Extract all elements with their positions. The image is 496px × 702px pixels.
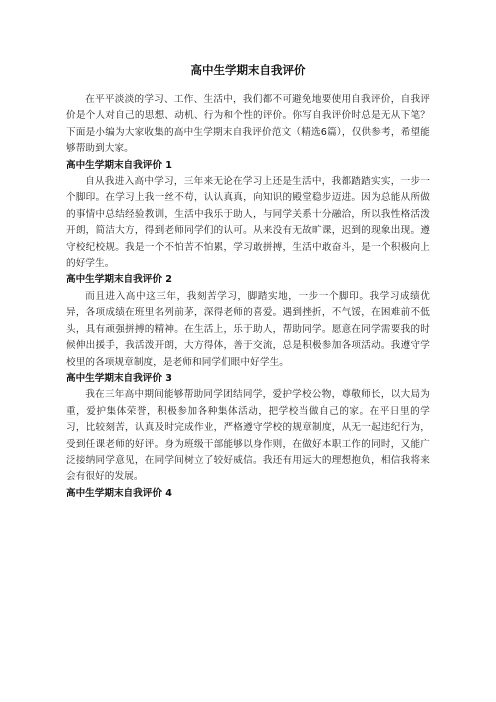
section-heading: 高中生学期末自我评价 1: [66, 159, 172, 171]
section-3: [66, 371, 430, 486]
section-1: [66, 158, 430, 273]
document-title: 高中生学期末自我评价: [190, 63, 306, 77]
section-heading: 高中生学期末自我评价 2: [66, 274, 172, 286]
section-2: [66, 272, 430, 370]
section-body: 我在三年高中期间能够帮助同学团结同学，爱护学校公物，尊敬师长，以大局为重，爱护集体荣誉，积极参加各种集体活动，把学校当做自己的家。在平日里的学习，比较刻苦，认真及时完成作业，严格遵守学校的规章制度，从无一起违纪行为，受到任课老师的好评。身为班级干部能够以身作则，在做好本职工作的同时，又能广泛接纳同学意见，在同学间树立了较好威信。我还有用远大的理想抱负，相信我将来会有很好的发展。: [66, 389, 430, 483]
intro-paragraph: 在平平淡淡的学习、工作、生活中，我们都不可避免地要使用自我评价，自我评价是个人对自己的思想、动机、行为和个性的评价。你写自我评价时总是无从下笔？下面是小编为大家收集的高中生学期末自我评价范文（精选6篇），仅供参考，希望能够帮助到大家。: [66, 94, 430, 155]
section-heading: 高中生学期末自我评价 3: [66, 372, 172, 384]
section-body: 自从我进入高中学习，三年来无论在学习上还是生活中，我都踏踏实实，一步一个脚印。在学习上我一丝不苟，认认真真，向知识的殿堂稳步迈进。因为总能从所做的事情中总结经验教训，生活中我乐于助人，与同学关系十分融洽，所以我性格活泼开朗，简洁大方，得到老师同学们的认可。从来没有无故旷课，迟到的现象出现。遵守校纪校规。我是一个不怕苦不怕累，学习敢拼搏，生活中敢奋斗，是一个积极向上的好学生。: [66, 176, 430, 270]
section-body: 而且进入高中这三年，我刻苦学习，脚踏实地，一步一个脚印。我学习成绩优异，各项成绩在班里名列前茅，深得老师的喜爱。遇到挫折，不气馁，在困难前不低头，具有顽强拼搏的精神。在生活上，乐于助人，帮助同学。愿意在同学需要我的时候伸出援手，我活泼开朗，大方得体，善于交流，总是积极参加各项活动。我遵守学校里的各项规章制度，是老师和同学们眼中好学生。: [66, 290, 430, 368]
section-heading: 高中生学期末自我评价 4: [66, 487, 172, 499]
section-4: [66, 486, 430, 502]
